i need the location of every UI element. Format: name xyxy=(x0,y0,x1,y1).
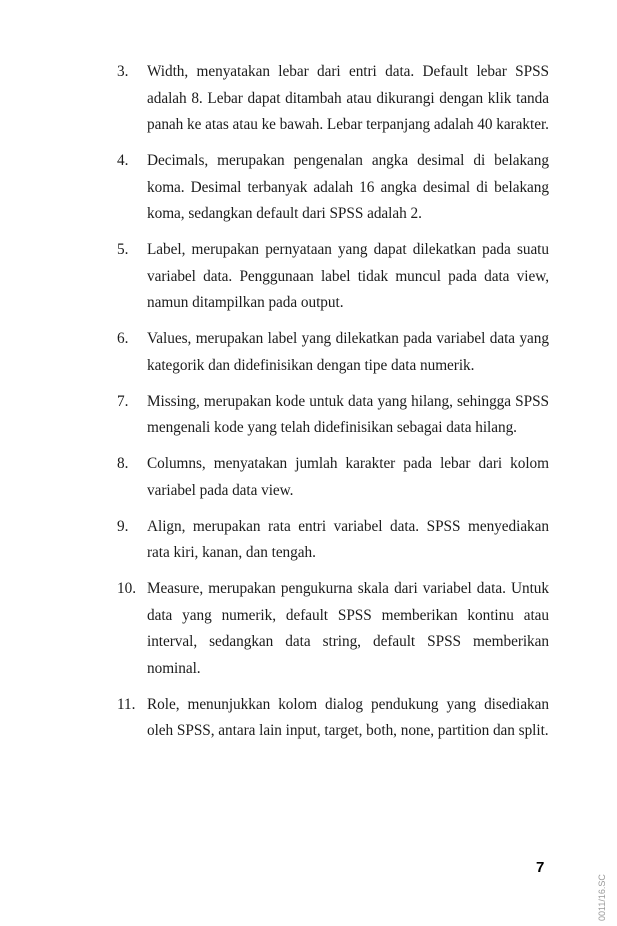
list-item-number: 10. xyxy=(117,580,136,597)
list-item-text: Align, merupakan rata entri variabel data. SPSS menyediakan rata kiri, kanan, dan tengah. xyxy=(147,517,549,561)
list-item xyxy=(117,576,549,682)
list-item-number: 9. xyxy=(117,517,129,535)
list-item-text: Columns, menyatakan jumlah karakter pada lebar dari kolom variabel pada data view. xyxy=(147,455,549,499)
side-code-label: 0011/16.SC xyxy=(597,874,607,921)
list-item-text: Measure, merupakan pengukurna skala dari variabel data. Untuk data yang numerik, default SPSS memberikan kontinu atau interval, sedangkan data string, default SPSS memberikan nominal. xyxy=(147,580,549,677)
list-item xyxy=(117,389,549,442)
list-item-number: 7. xyxy=(117,392,129,410)
list-item-text: Decimals, merupakan pengenalan angka desimal di belakang koma. Desimal terbanyak adalah 16 angka desimal di belakang koma, sedangkan default dari SPSS adalah 2. xyxy=(147,152,549,222)
list-item xyxy=(117,326,549,379)
list-item xyxy=(117,148,549,228)
list-item-text: Width, menyatakan lebar dari entri data. Default lebar SPSS adalah 8. Lebar dapat ditambah atau dikurangi dengan klik tanda panah ke atas atau ke bawah. Lebar terpanjang adalah 40 karakter. xyxy=(147,63,549,133)
list-item-number: 5. xyxy=(117,241,129,258)
list-item xyxy=(117,237,549,317)
list-item-text: Label, merupakan pernyataan yang dapat dilekatkan pada suatu variabel data. Penggunaan label tidak muncul pada data view, namun ditampilkan pada output. xyxy=(147,241,549,311)
list-item-text: Values, merupakan label yang dilekatkan pada variabel data yang kategorik dan didefinisikan dengan tipe data numerik. xyxy=(147,330,549,374)
list-item-number: 11. xyxy=(117,695,136,713)
list-item xyxy=(117,692,549,745)
list-item-number: 8. xyxy=(117,455,129,472)
list-item-number: 4. xyxy=(117,152,129,169)
page-number: 7 xyxy=(536,859,545,876)
list-item xyxy=(117,451,549,504)
list-item xyxy=(117,514,549,567)
list-item-text: Missing, merupakan kode untuk data yang hilang, sehingga SPSS mengenali kode yang telah didefinisikan sebagai data hilang. xyxy=(147,392,549,436)
list-item-number: 6. xyxy=(117,330,129,347)
numbered-list xyxy=(117,59,549,754)
list-item xyxy=(117,59,549,139)
list-item-number: 3. xyxy=(117,63,129,80)
list-item-text: Role, menunjukkan kolom dialog pendukung yang disediakan oleh SPSS, antara lain input, target, both, none, partition dan split. xyxy=(147,695,549,739)
